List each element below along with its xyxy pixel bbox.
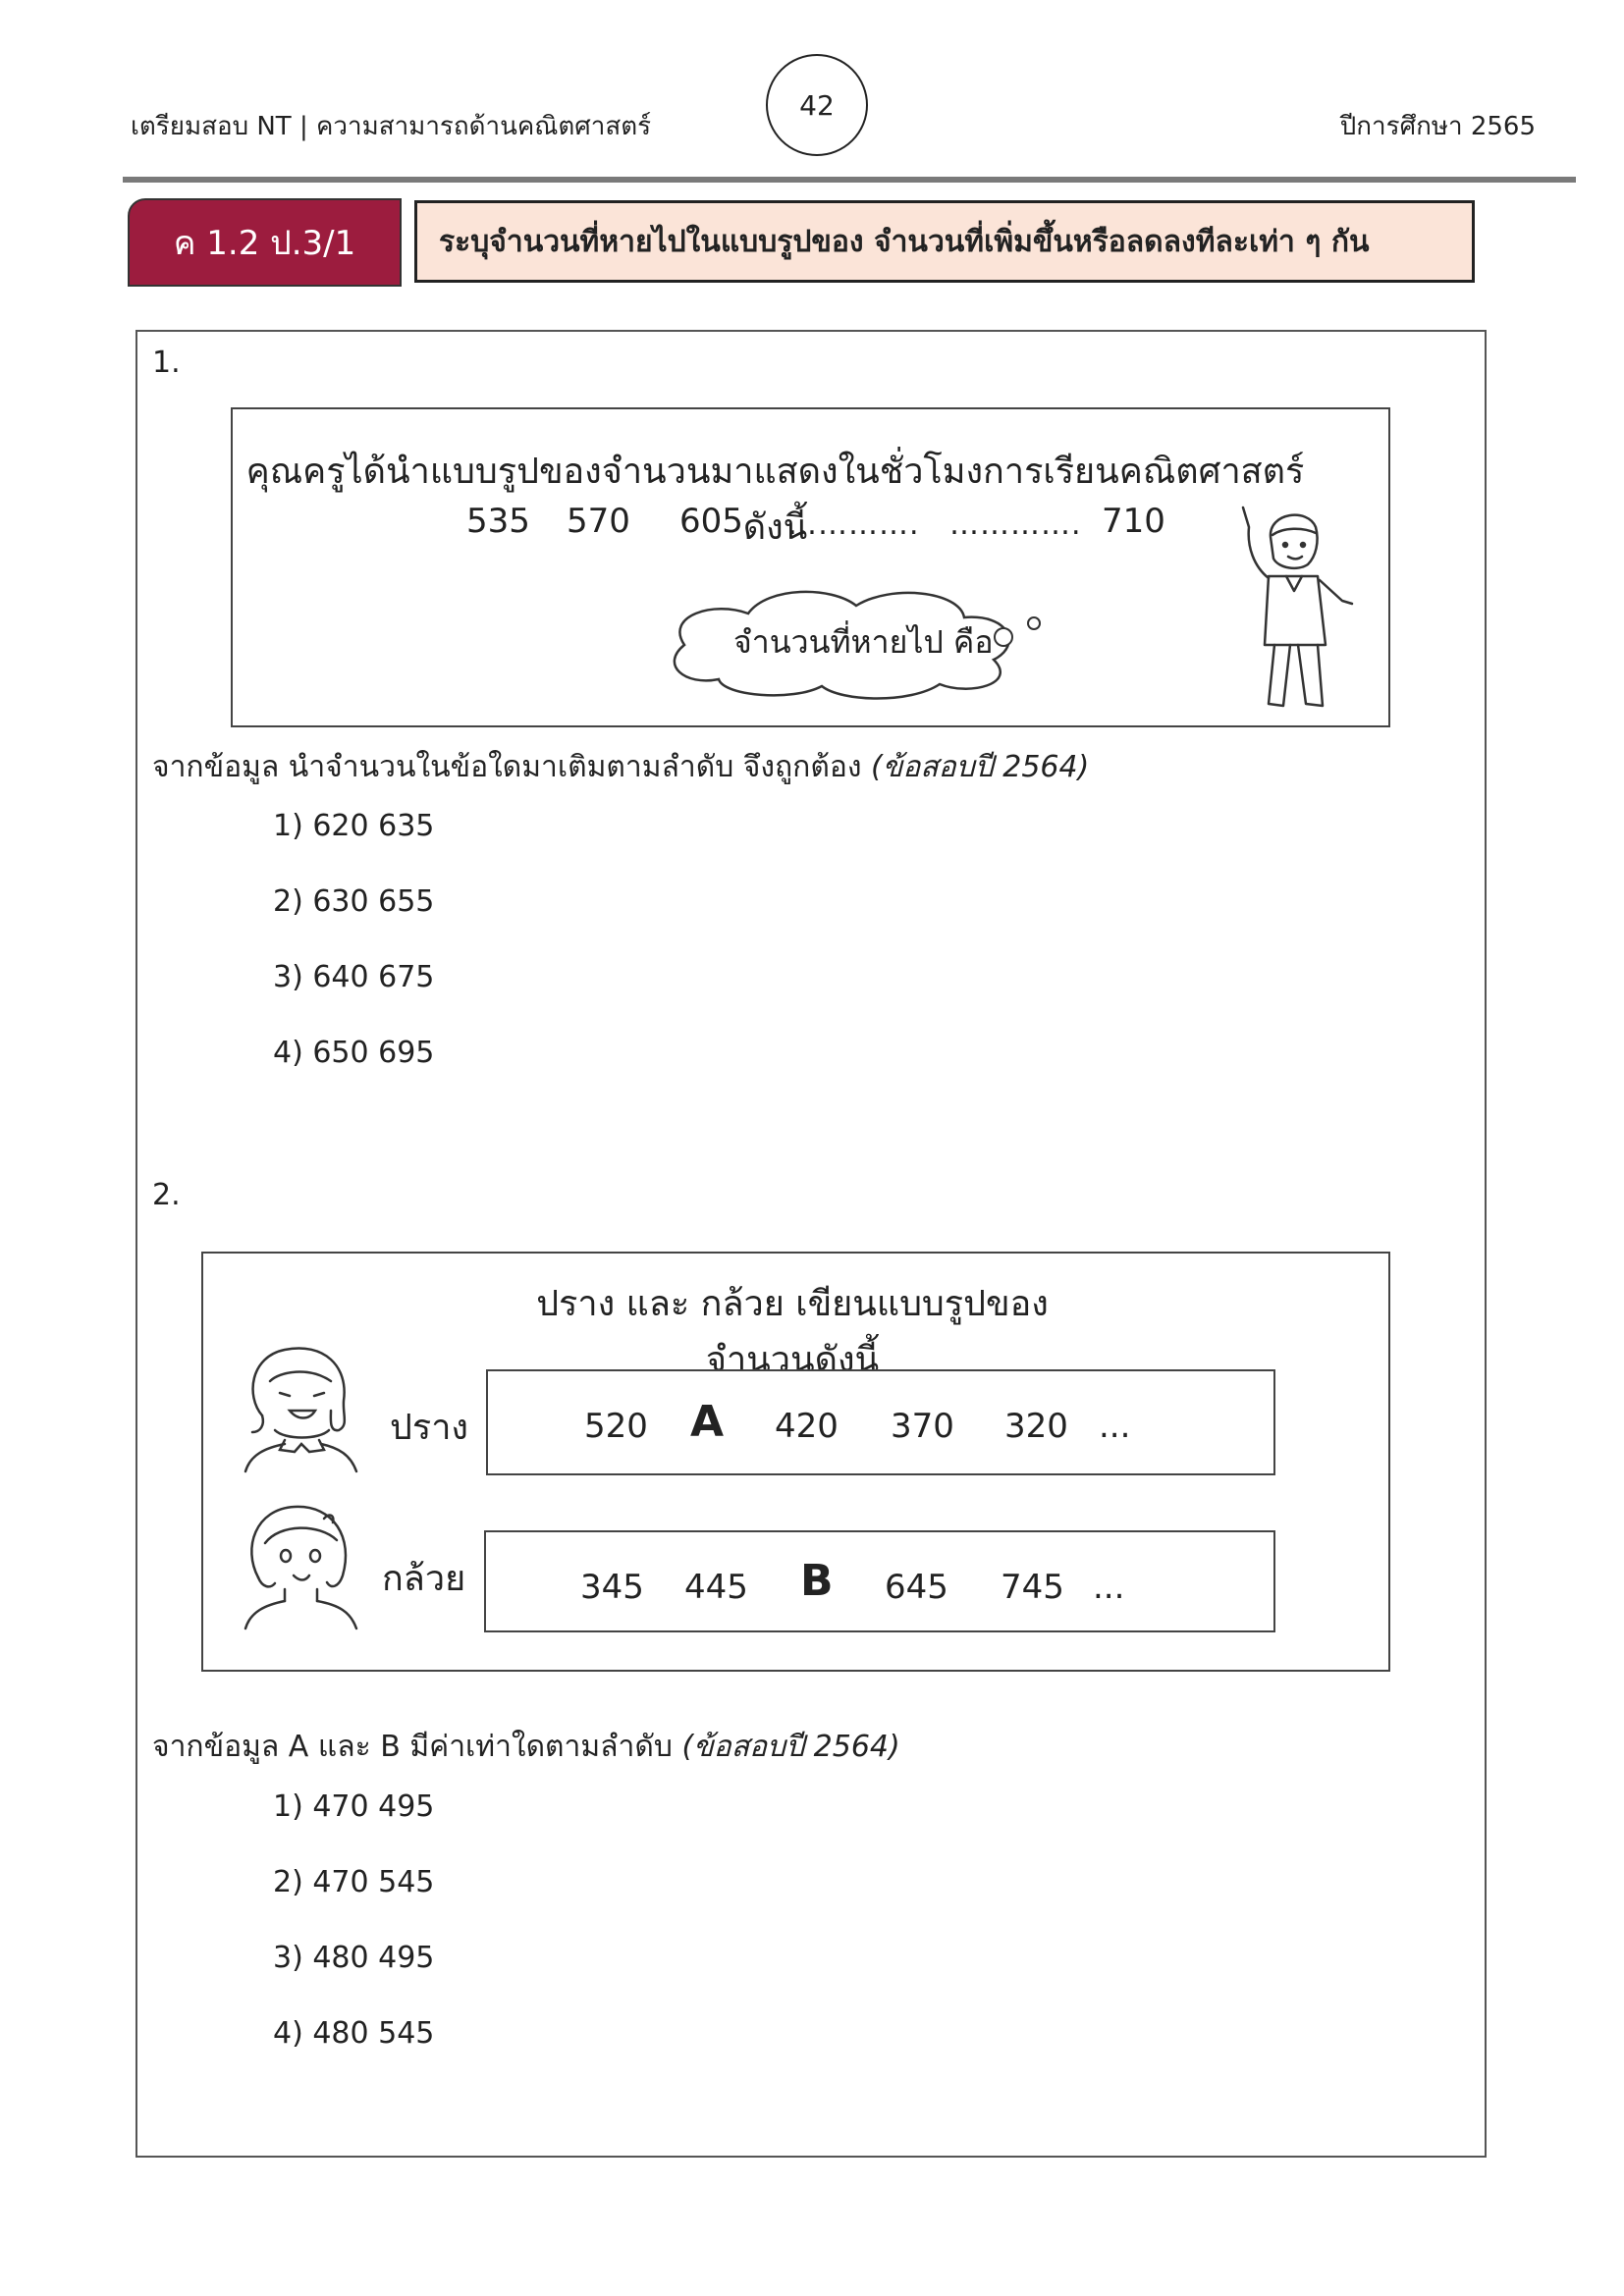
- row-2-value: 445: [684, 1568, 748, 1607]
- row-2-unknown: B: [800, 1556, 834, 1606]
- question-1-prompt: [152, 744, 1089, 790]
- indicator-description: ระบุจำนวนที่หายไปในแบบรูปของ จำนวนที่เพิ่มขึ้นหรือลดลงทีละเท่า ๆ กัน: [414, 200, 1475, 283]
- teacher-figure-icon: [1229, 498, 1357, 719]
- figure-1-title: คุณครูได้นำแบบรูปของจำนวนมาแสดงในชั่วโมงการเรียนคณิตศาสตร์ ดังนี้: [245, 452, 1305, 548]
- header-subject: เตรียมสอบ NT | ความสามารถด้านคณิตศาสตร์: [131, 112, 652, 141]
- row-1-ellipsis: ...: [1099, 1407, 1131, 1446]
- row-2-sequence-box: [484, 1530, 1275, 1632]
- girl-prang-icon: [241, 1342, 358, 1474]
- row-1-sequence-box: [486, 1369, 1275, 1475]
- question-1-source: (ข้อสอบปี 2564): [871, 750, 1090, 784]
- question-2-figure: [201, 1252, 1390, 1672]
- sequence-1-value: 710: [1102, 502, 1165, 541]
- question-2-source: (ข้อสอบปี 2564): [681, 1730, 900, 1764]
- row-2-value: 645: [885, 1568, 948, 1607]
- question-1-choice[interactable]: 2) 630 655: [273, 884, 435, 919]
- row-1-unknown: A: [690, 1397, 725, 1447]
- question-2-choice[interactable]: 3) 480 495: [273, 1941, 435, 1975]
- question-1-text: จากข้อมูล นำจำนวนในข้อใดมาเติมตามลำดับ จึงถูกต้อง: [152, 750, 862, 784]
- row-1-value: 420: [775, 1407, 839, 1446]
- thought-bubble-text: จำนวนที่หายไป คือ: [733, 623, 994, 661]
- row-2-name: กล้วย: [382, 1559, 466, 1599]
- sequence-1-blank: ………….: [949, 507, 1082, 542]
- row-1-value: 520: [584, 1407, 648, 1446]
- question-2-number: 2.: [152, 1178, 181, 1212]
- girl-kluay-icon: [241, 1499, 358, 1631]
- question-1-choice[interactable]: 1) 620 635: [273, 809, 435, 843]
- row-2-value: 345: [580, 1568, 644, 1607]
- sequence-1-value: 535: [466, 502, 530, 541]
- figure-2-title: ปราง และ กล้วย เขียนแบบรูปของจำนวนดังนี้: [536, 1284, 1049, 1380]
- question-2-choice[interactable]: 4) 480 545: [273, 2016, 435, 2051]
- page-number: 42: [766, 54, 868, 156]
- sequence-1-value: 570: [567, 502, 630, 541]
- row-1-name: ปราง: [390, 1408, 468, 1448]
- question-1-figure: [231, 407, 1390, 727]
- question-1-choice[interactable]: 4) 650 695: [273, 1036, 435, 1070]
- question-2-choice[interactable]: 1) 470 495: [273, 1789, 435, 1824]
- indicator-code-badge: ค 1.2 ป.3/1: [128, 198, 402, 287]
- question-2-text: จากข้อมูล A และ B มีค่าเท่าใดตามลำดับ: [152, 1730, 673, 1764]
- question-1-number: 1.: [152, 346, 181, 380]
- row-2-value: 745: [1001, 1568, 1064, 1607]
- row-1-value: 370: [891, 1407, 954, 1446]
- question-2-choice[interactable]: 2) 470 545: [273, 1865, 435, 1899]
- header-year: ปีการศึกษา 2565: [1339, 112, 1536, 141]
- row-2-ellipsis: ...: [1093, 1568, 1125, 1607]
- header-divider: [123, 177, 1576, 183]
- sequence-1-value: 605: [679, 502, 743, 541]
- question-1-choice[interactable]: 3) 640 675: [273, 960, 435, 994]
- row-1-value: 320: [1004, 1407, 1068, 1446]
- question-2-prompt: [152, 1724, 900, 1770]
- sequence-1-blank: ………….: [787, 507, 920, 542]
